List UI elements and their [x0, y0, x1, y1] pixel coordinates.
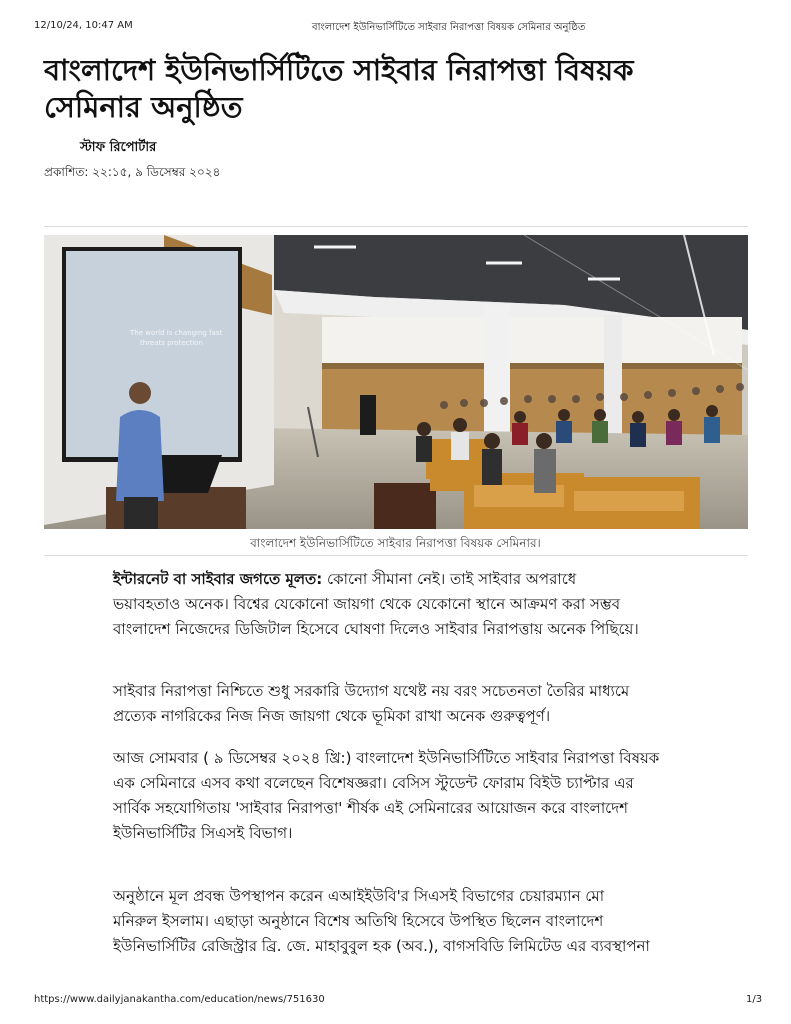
para-1-line-3: বাংলাদেশ নিজেদের ডিজিটাল হিসেবে ঘোষণা দিলেও সাইবার নিরাপত্তায় অনেক পিছিয়ে।: [113, 620, 639, 638]
para-3-line-2: এক সেমিনারে এসব কথা বলেছেন বিশেষজ্ঞরা। বেসিস স্টুডেন্ট ফোরাম বিইউ চ্যাপ্টার এর: [113, 774, 634, 792]
print-date: 12/10/24, 10:47 AM: [34, 20, 133, 31]
paragraph-lead: ইন্টারনেট বা সাইবার জগতে মূলত:: [113, 570, 323, 588]
para-4-line-3: ইউনিভার্সিটির রেজিস্ট্রার ব্রি. জে. মাহাবুবুল হক (অব.), বাগসবিডি লিমিটেড এর ব্যবস্থাপনা: [113, 937, 650, 955]
headline-line-1: বাংলাদেশ ইউনিভার্সিটিতে সাইবার নিরাপত্তা বিষয়ক: [44, 53, 634, 87]
slide-text-1: The world is changing fast: [130, 329, 223, 337]
paragraph-4: [113, 884, 753, 959]
para-1-line-2: ভয়াবহতাও অনেক। বিশ্বের যেকোনো জায়গা থেকে যেকোনো স্থানে আক্রমণ করা সম্ভব: [113, 595, 621, 613]
slide-text-2: threats protection: [140, 339, 203, 347]
photo-caption: বাংলাদেশ ইউনিভার্সিটিতে সাইবার নিরাপত্তা বিষয়ক সেমিনার।: [250, 536, 541, 550]
para-3-line-4: ইউনিভার্সিটির সিএসই বিভাগ।: [113, 824, 293, 842]
para-3-line-3: সার্বিক সহযোগিতায় 'সাইবার নিরাপত্তা' শীর্ষক এই সেমিনারের আয়োজন করে বাংলাদেশ: [113, 799, 628, 817]
para-4-line-2: মনিরুল ইসলাম। এছাড়া অনুষ্ঠানে বিশেষ অতিথি হিসেবে উপস্থিত ছিলেন বাংলাদেশ: [113, 912, 604, 930]
paragraph-1: [113, 567, 753, 642]
print-page-title: বাংলাদেশ ইউনিভার্সিটিতে সাইবার নিরাপত্তা বিষয়ক সেমিনার অনুষ্ঠিত: [312, 22, 586, 33]
paragraph-2: [113, 679, 753, 729]
divider-caption: [44, 555, 748, 556]
para-1-line-1: কোনো সীমানা নেই। তাই সাইবার অপরাধে: [322, 570, 577, 588]
divider-top: [44, 226, 748, 227]
para-3-line-1: আজ সোমবার ( ৯ ডিসেম্বর ২০২৪ খ্রি:) বাংলাদেশ ইউনিভার্সিটিতে সাইবার নিরাপত্তা বিষয়ক: [113, 749, 660, 767]
author-byline[interactable]: স্টাফ রিপোর্টার: [80, 140, 157, 155]
article-headline: [44, 52, 744, 126]
para-4-line-1: অনুষ্ঠানে মূল প্রবন্ধ উপস্থাপন করেন এআইইউবি'র সিএসই বিভাগের চেয়ারম্যান মো: [113, 887, 605, 905]
print-url[interactable]: https://www.dailyjanakantha.com/education/news/751630: [34, 994, 325, 1005]
para-2-line-2: প্রত্যেক নাগরিকের নিজ নিজ জায়গা থেকে ভূমিকা রাখা অনেক গুরুত্বপূর্ণ।: [113, 707, 551, 725]
paragraph-3: [113, 746, 753, 846]
published-date: প্রকাশিত: ২২:১৫, ৯ ডিসেম্বর ২০২৪: [44, 165, 221, 179]
headline-line-2: সেমিনার অনুষ্ঠিত: [44, 90, 243, 124]
page-number: 1/3: [746, 994, 763, 1005]
para-2-line-1: সাইবার নিরাপত্তা নিশ্চিতে শুধু সরকারি উদ্যোগ যথেষ্ট নয় বরং সচেতনতা তৈরির মাধ্যমে: [113, 682, 630, 700]
seminar-photo: [44, 235, 748, 529]
